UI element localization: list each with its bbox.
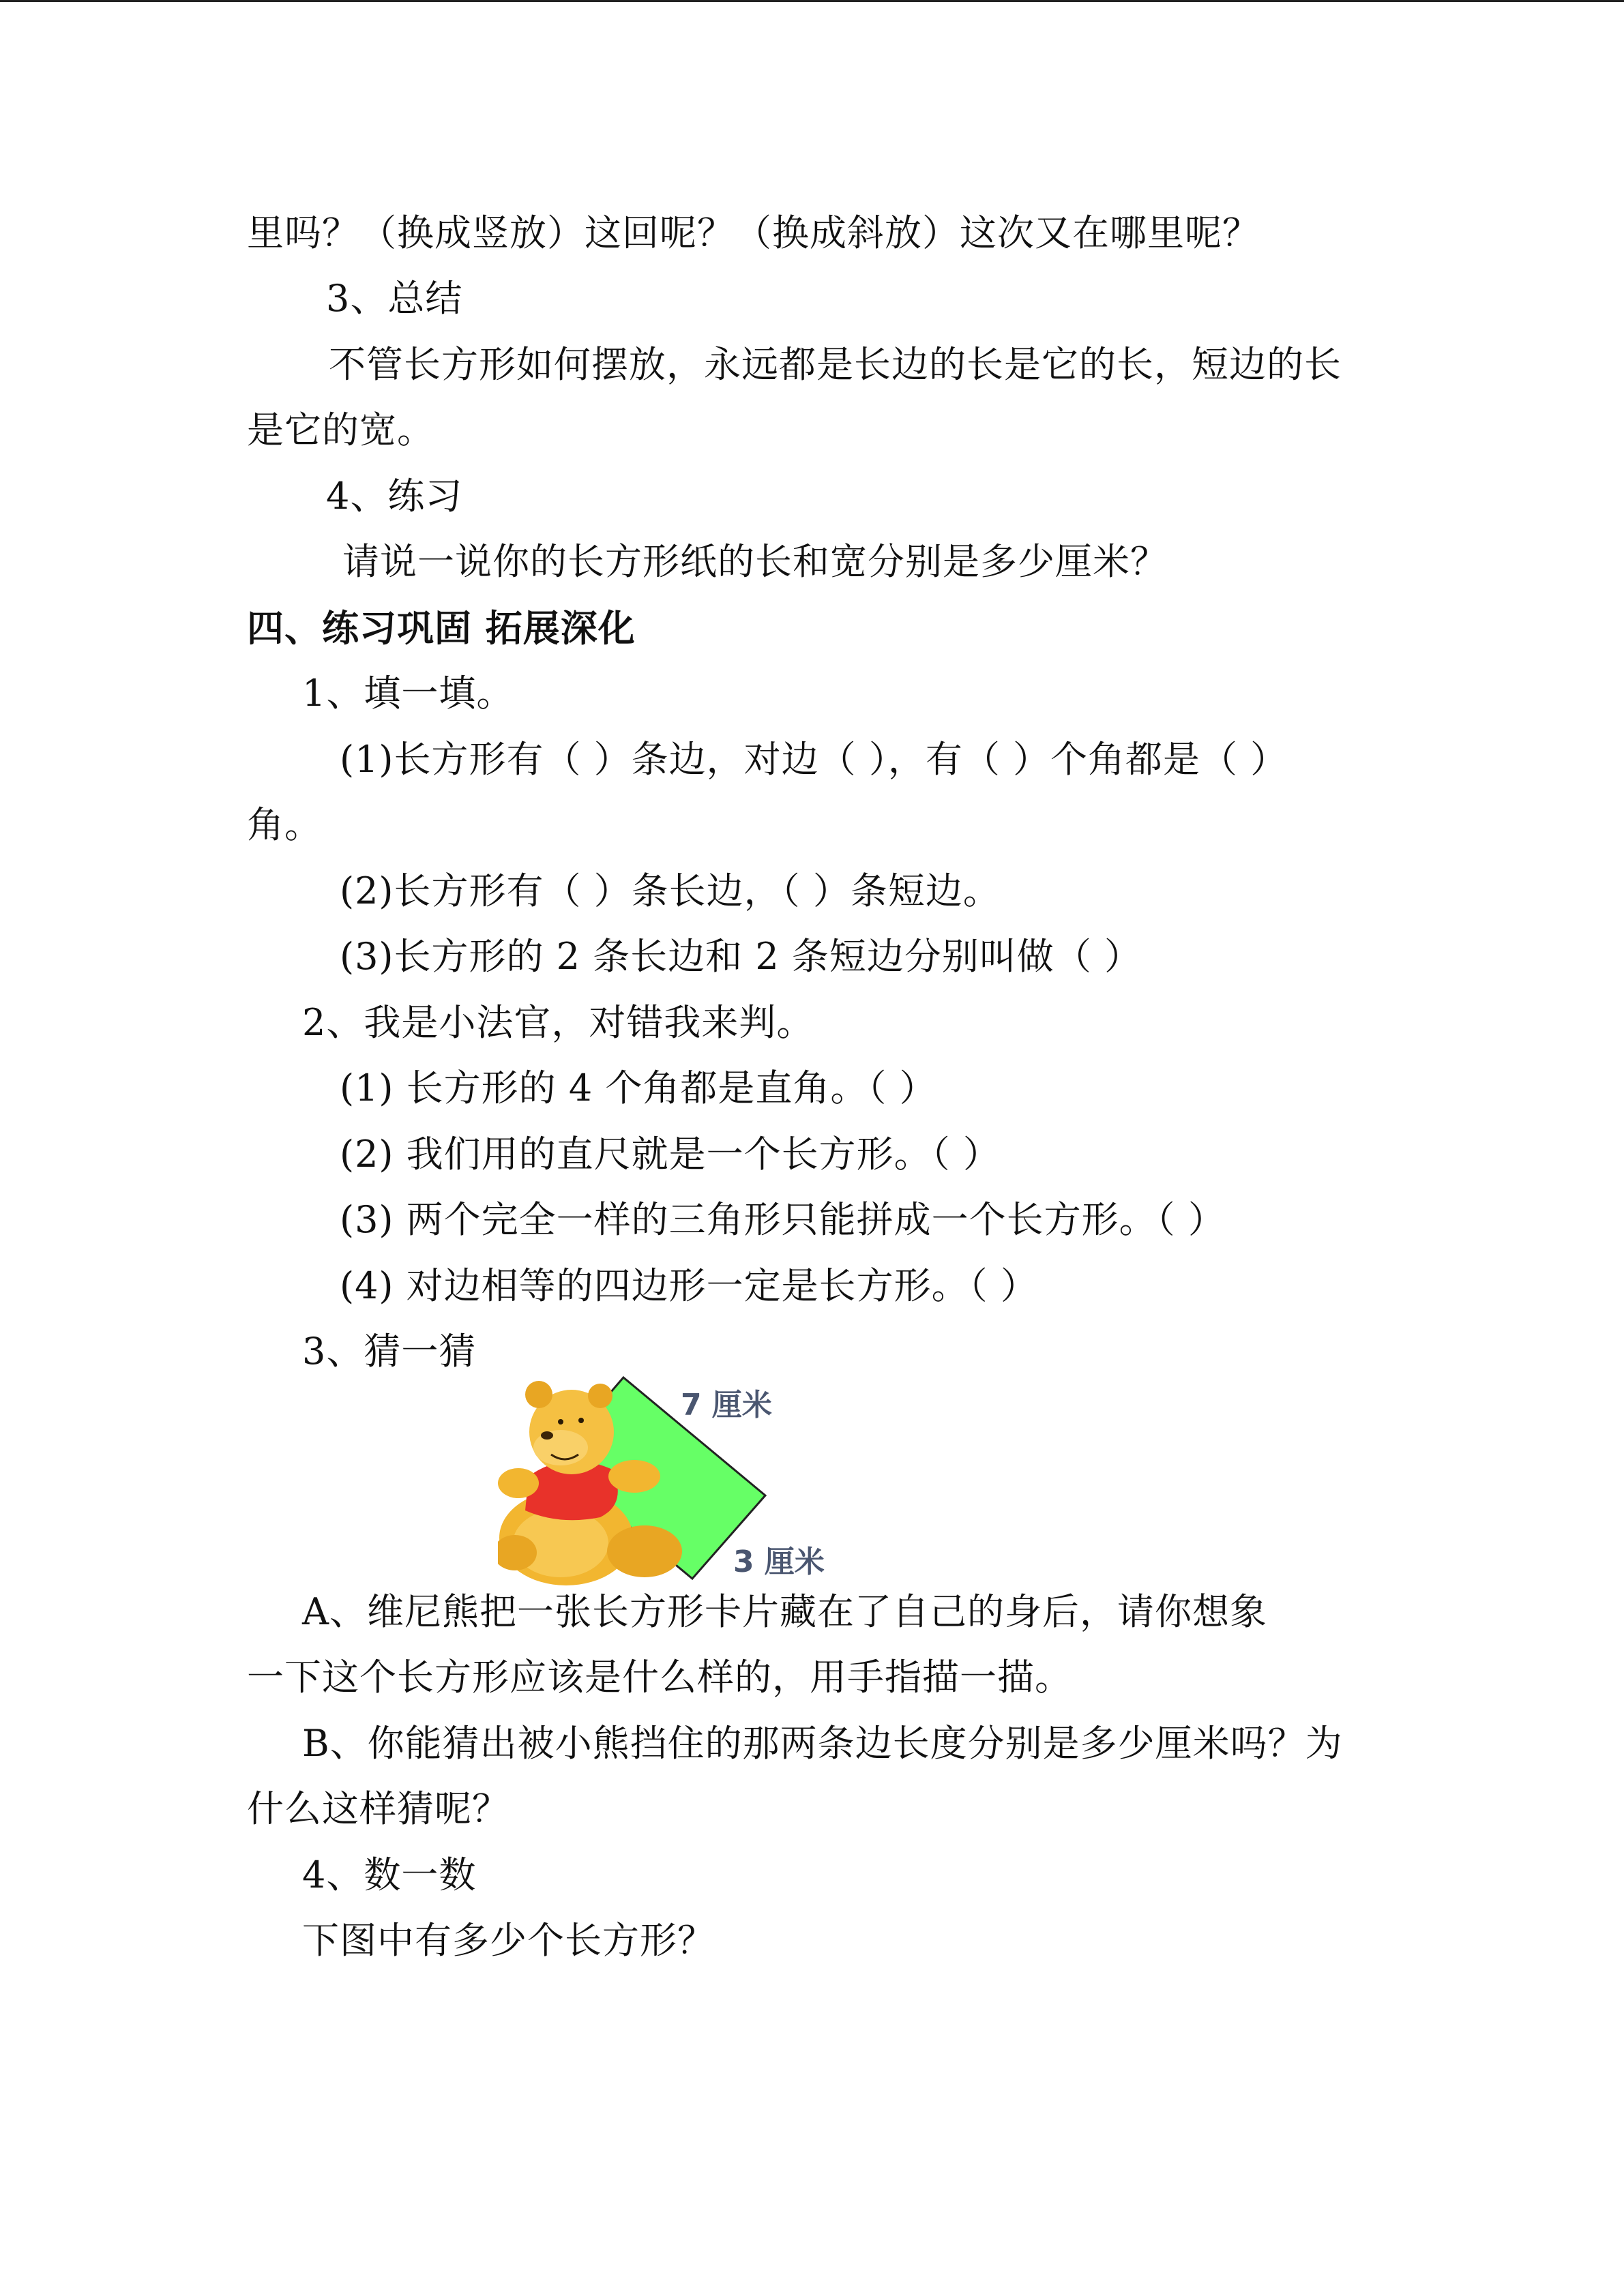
exercise-item: (4) 对边相等的四边形一定是长方形。（ ） bbox=[340, 1264, 1038, 1307]
exercise-heading: 3、猜一猜 bbox=[302, 1330, 477, 1373]
text-line: 里吗？（换成竖放）这回呢？（换成斜放）这次又在哪里呢？ bbox=[247, 211, 1260, 254]
text-line: B、你能猜出被小熊挡住的那两条边长度分别是多少厘米吗？为 bbox=[302, 1722, 1343, 1765]
exercise-heading: 1、填一填。 bbox=[302, 672, 514, 715]
text-line: A、维尼熊把一张长方形卡片藏在了自己的身后，请你想象 bbox=[302, 1590, 1267, 1633]
text-line: 请说一说你的长方形纸的长和宽分别是多少厘米？ bbox=[342, 540, 1168, 583]
section-heading: 4、练习 bbox=[326, 475, 463, 518]
exercise-item: (1) 长方形的 4 个角都是直角。（ ） bbox=[340, 1067, 937, 1109]
exercise-heading: 2、我是小法官，对错我来判。 bbox=[302, 1001, 814, 1044]
exercise-item: (1)长方形有（ ）条边，对边（ ），有（ ）个角都是（ ） bbox=[340, 738, 1288, 781]
exercise-item: (2) 我们用的直尺就是一个长方形。（ ） bbox=[340, 1133, 1001, 1176]
exercise-item: (3)长方形的 2 条长边和 2 条短边分别叫做（ ） bbox=[340, 935, 1142, 978]
dimension-label-long: 7 厘米 bbox=[681, 1388, 772, 1422]
pooh-rectangle-figure bbox=[498, 1367, 859, 1585]
text-line: 角。 bbox=[247, 803, 322, 846]
exercise-item: (2)长方形有（ ）条长边，（ ）条短边。 bbox=[340, 869, 1001, 912]
page-top-border bbox=[0, 0, 1624, 2]
section-heading: 3、总结 bbox=[326, 277, 463, 320]
part-heading: 四、练习巩固 拓展深化 bbox=[247, 606, 636, 650]
text-line: 不管长方形如何摆放，永远都是长边的长是它的长，短边的长 bbox=[329, 343, 1342, 386]
exercise-item: (3) 两个完全一样的三角形只能拼成一个长方形。（ ） bbox=[340, 1198, 1226, 1241]
text-line: 下图中有多少个长方形？ bbox=[302, 1919, 715, 1962]
text-line: 是它的宽。 bbox=[247, 408, 434, 451]
exercise-heading: 4、数一数 bbox=[302, 1853, 477, 1896]
text-line: 一下这个长方形应该是什么样的，用手指描一描。 bbox=[247, 1656, 1072, 1699]
text-line: 什么这样猜呢？ bbox=[247, 1787, 510, 1830]
dimension-label-short: 3 厘米 bbox=[733, 1545, 825, 1579]
